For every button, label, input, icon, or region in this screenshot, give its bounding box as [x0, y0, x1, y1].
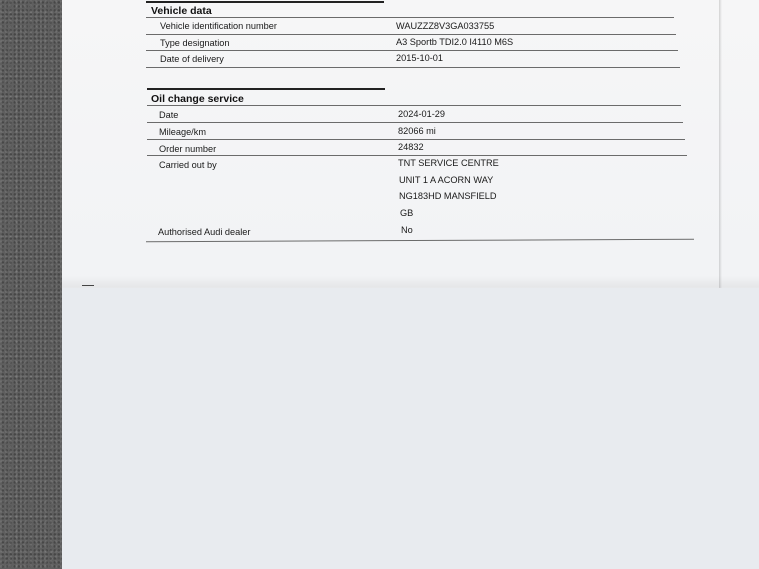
vehicle-data-title: Vehicle data [151, 5, 212, 17]
mileage-rule [147, 139, 685, 140]
delivery-date-value: 2015-10-01 [396, 53, 443, 63]
margin-mark [82, 285, 94, 286]
vehicle-data-rule [146, 17, 674, 18]
carried-out-by-label: Carried out by [159, 160, 217, 170]
service-date-value: 2024-01-29 [398, 109, 445, 119]
vehicle-data-bar [146, 1, 384, 3]
authorised-dealer-value: No [401, 225, 413, 235]
delivery-date-rule [146, 67, 680, 68]
oil-change-title: Oil change service [151, 93, 244, 105]
order-number-value: 24832 [398, 142, 424, 152]
address-line-3: GB [400, 208, 414, 218]
authorised-dealer-label: Authorised Audi dealer [158, 227, 251, 237]
vin-label: Vehicle identification number [160, 21, 277, 31]
carried-out-by-value: TNT SERVICE CENTRE [398, 158, 499, 168]
service-date-label: Date [159, 110, 179, 120]
order-number-rule [147, 155, 687, 156]
mileage-label: Mileage/km [159, 127, 206, 137]
mileage-value: 82066 mi [398, 126, 436, 136]
delivery-date-label: Date of delivery [160, 54, 224, 64]
oil-change-bar [147, 88, 385, 90]
vin-value: WAUZZZ8V3GA033755 [396, 21, 495, 31]
oil-change-rule [147, 105, 681, 106]
vin-rule [146, 34, 676, 35]
type-designation-rule [146, 50, 678, 51]
service-date-rule [147, 122, 683, 123]
type-designation-label: Type designation [160, 38, 230, 48]
address-line-2: NG183HD MANSFIELD [399, 191, 497, 201]
order-number-label: Order number [159, 144, 217, 154]
type-designation-value: A3 Sportb TDI2.0 I4110 M6S [396, 37, 514, 47]
address-line-1: UNIT 1 A ACORN WAY [399, 175, 494, 185]
lower-paper-area [62, 288, 759, 569]
